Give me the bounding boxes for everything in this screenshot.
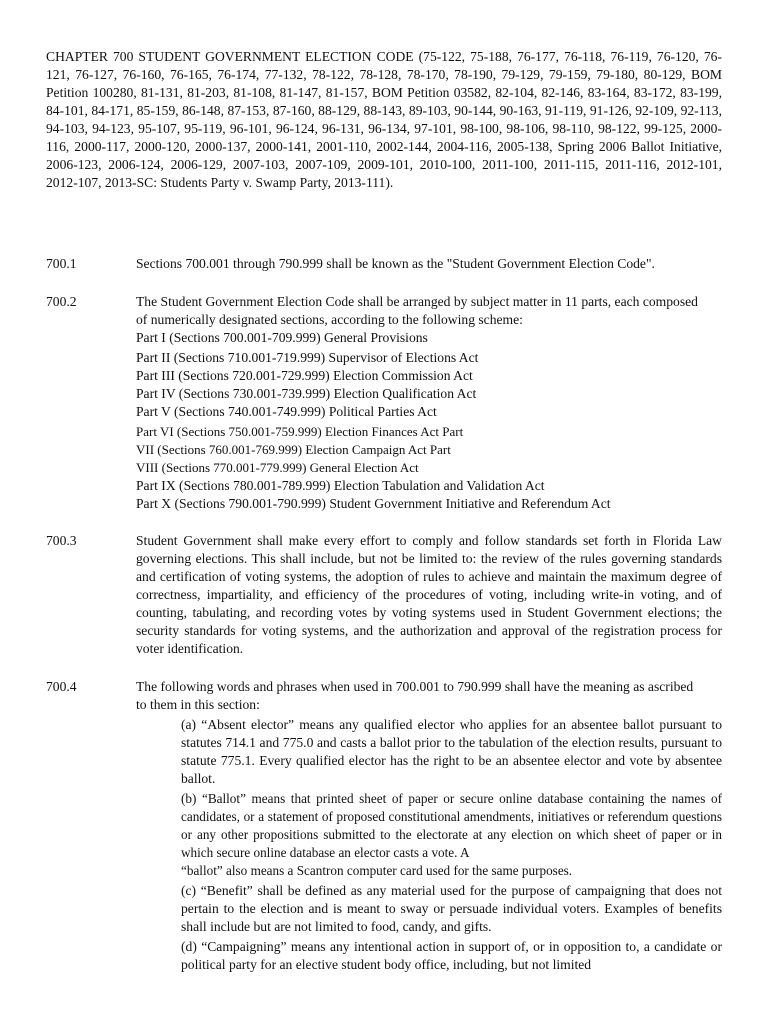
section-number: 700.4: [46, 679, 77, 694]
part-group: [136, 423, 722, 477]
part-item: Part V (Sections 740.001-749.999) Political Parties Act: [136, 404, 437, 419]
section-number: 700.1: [46, 256, 77, 271]
part-item: Part III (Sections 720.001-729.999) Election Commission Act: [136, 368, 473, 383]
section-number: 700.3: [46, 533, 77, 548]
definition-benefit: (c) “Benefit” shall be defined as any material used for the purpose of campaigning that does not pertain to the election and is meant to sway or persuade individual voters. Examples of benefits shall include but are not limited to food, candy, and gifts.: [181, 883, 722, 934]
part-item: VII (Sections 760.001-769.999) Election Campaign Act Part: [136, 442, 451, 457]
part-item: VIII (Sections 770.001-779.999) General Election Act: [136, 460, 419, 475]
section-body: [136, 293, 722, 513]
part-item: Part II (Sections 710.001-719.999) Supervisor of Elections Act: [136, 350, 479, 365]
part-item: Part IX (Sections 780.001-789.999) Election Tabulation and Validation Act: [136, 478, 545, 493]
definition-ballot: [181, 790, 722, 880]
section-text: Student Government shall make every effort to comply and follow standards set forth in Florida Law governing elections. This shall include, but not be limited to: the review of the rules governing standards and certification of voting systems, the adoption of rules to achieve and maintain the maximum degree of correctness, impartiality, and efficiency of the procedures of voting, including write-in voting, and of counting, tabulating, and recording votes by voting systems used in Student Government elections; the security standards for voting systems, and the authorization and approval of the registration process for voter identification.: [136, 533, 722, 656]
section-text: Sections 700.001 through 790.999 shall be known as the "Student Government Election Code".: [136, 256, 655, 271]
section-intro: The following words and phrases when used in 700.001 to 790.999 shall have the meaning as ascribed to them in this section:: [136, 679, 694, 712]
section-body: [136, 678, 722, 974]
part-item: Part IV (Sections 730.001-739.999) Election Qualification Act: [136, 386, 477, 401]
chapter-header: CHAPTER 700 STUDENT GOVERNMENT ELECTION CODE (75-122, 75-188, 76-177, 76-118, 76-119, 76-120, 76-121, 76-127, 76-160, 76-165, 76-174, 77-132, 78-122, 78-128, 78-170, 78-190, 79-129, 79-159, 79-180, 80-129, BOM Petition 100280, 81-131, 81-203, 81-108, 81-147, 81-157, BOM Petition 03582, 82-104, 82-146, 83-164, 83-172, 83-199, 84-101, 84-171, 85-159, 86-148, 87-153, 87-160, 88-129, 88-143, 89-103, 90-144, 90-163, 91-119, 91-126, 92-109, 92-113, 94-103, 94-123, 95-107, 95-119, 96-101, 96-124, 96-131, 96-134, 97-101, 98-100, 98-106, 98-110, 98-122, 99-125, 2000-116, 2000-117, 2000-120, 2000-137, 2000-141, 2001-110, 2002-144, 2004-116, 2005-138, Spring 2006 Ballot Initiative, 2006-123, 2006-124, 2006-129, 2007-103, 2007-109, 2009-101, 2010-100, 2011-100, 2011-115, 2011-116, 2012-101, 2012-107, 2013-SC: Students Party v. Swamp Party, 2013-111).: [46, 49, 722, 190]
part-item: Part I (Sections 700.001-709.999) General Provisions: [136, 330, 428, 345]
part-group: [136, 349, 722, 421]
part-item: Part VI (Sections 750.001-759.999) Election Finances Act Part: [136, 424, 464, 439]
definition-campaigning: (d) “Campaigning” means any intentional action in support of, or in opposition to, a candidate or political party for an elective student body office, including, but not limited: [181, 939, 722, 972]
definition-ballot-text: (b) “Ballot” means that printed sheet of paper or secure online database containing the names of candidates, or a statement of proposed constitutional amendments, initiatives or referendum questions or any other propositions submitted to the electorate at any election on which sheet of paper or in which secure online database an elector casts a vote. A: [181, 791, 722, 860]
section-intro: The Student Government Election Code shall be arranged by subject matter in 11 parts, each composed of numerically designated sections, according to the following scheme:: [136, 294, 698, 327]
section-number: 700.2: [46, 294, 77, 309]
part-item: Part X (Sections 790.001-790.999) Student Government Initiative and Referendum Act: [136, 496, 611, 511]
definition-absent-elector: (a) “Absent elector” means any qualified elector who applies for an absentee ballot pursuant to statutes 714.1 and 775.0 and casts a ballot prior to the tabulation of the election results, pursuant to statute 775.1. Every qualified elector has the right to be an absentee elector and vote by absentee ballot.: [181, 717, 722, 786]
definition-ballot-continued: “ballot” also means a Scantron computer card used for the same purposes.: [181, 863, 573, 878]
